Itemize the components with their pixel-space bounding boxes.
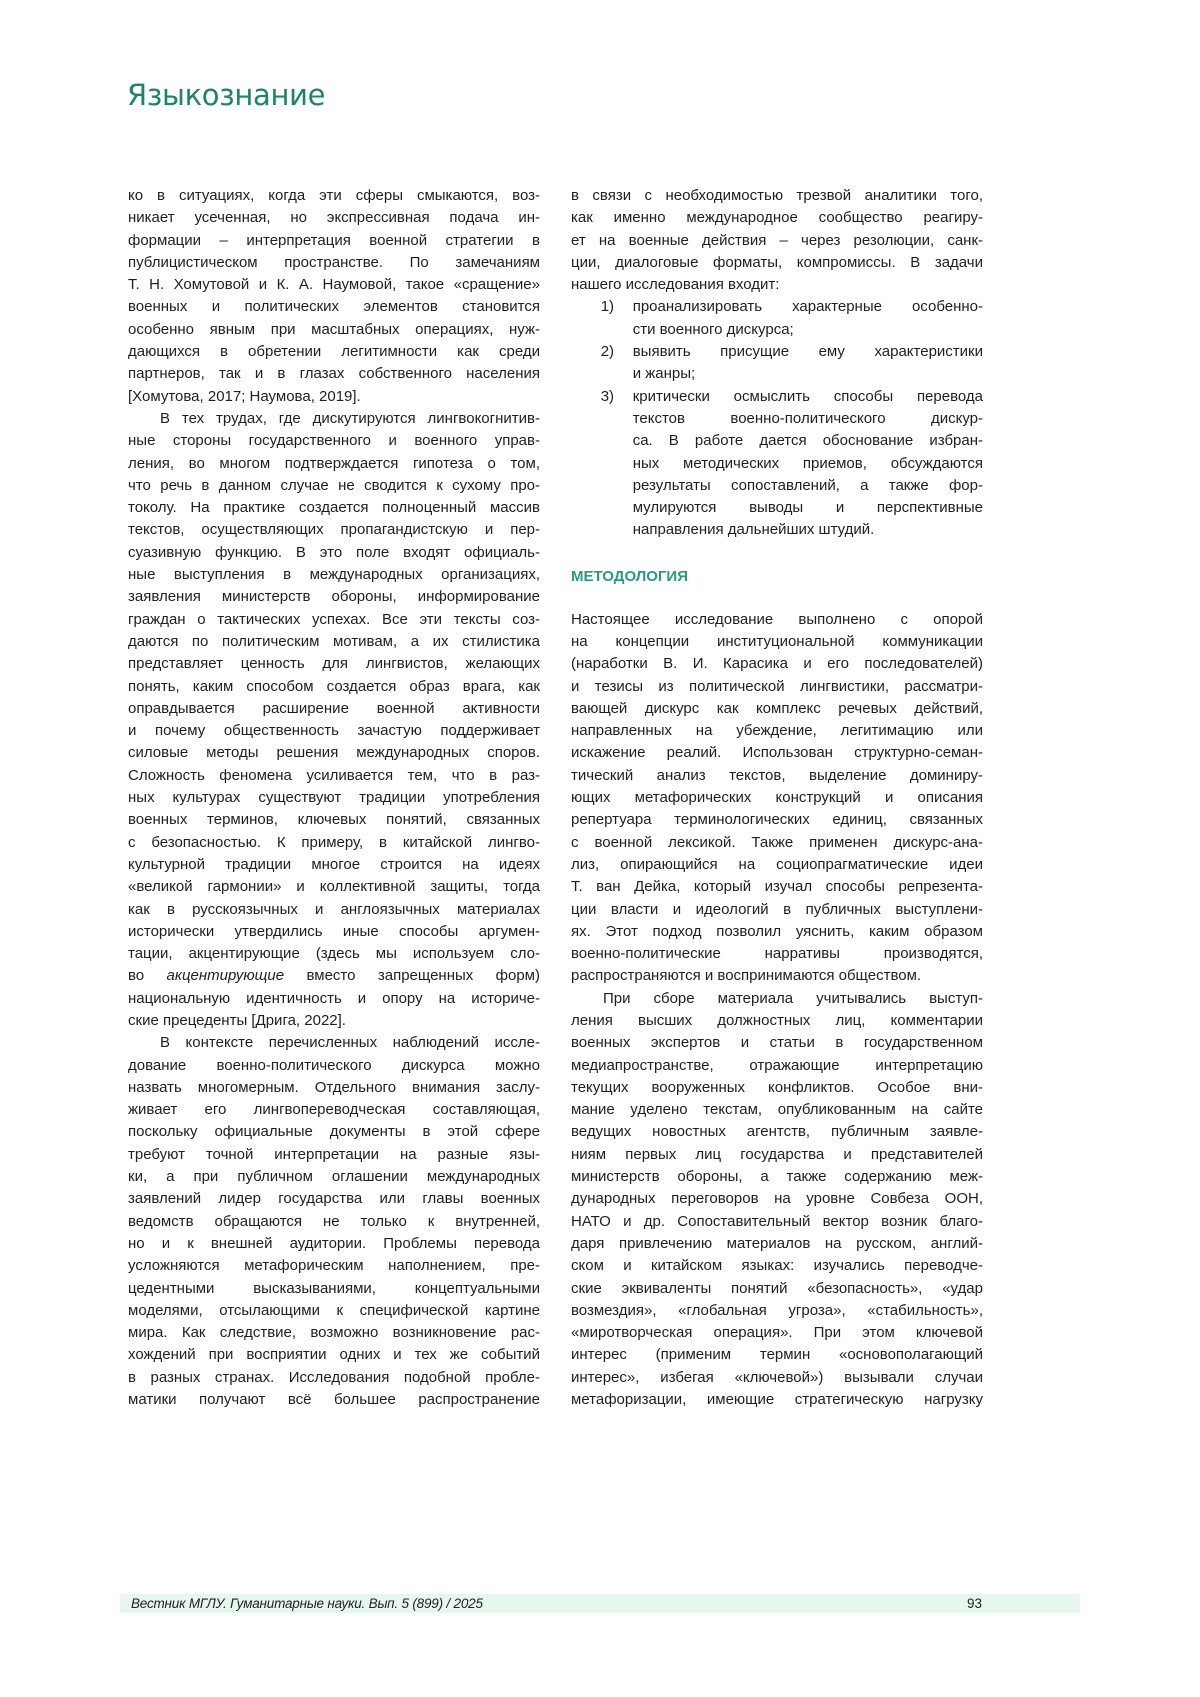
text-line: В тех трудах, где дискутируются лингвокогнитив- — [128, 408, 540, 430]
text-line: текстов, осуществляющих пропагандистскую и пер- — [128, 519, 540, 541]
text-line: текстов военно-политического дискур- — [633, 408, 983, 430]
text-line: искажение реалий. Использован структурно-семан- — [571, 742, 983, 764]
list-number-label: 3) — [601, 386, 631, 408]
text-line: национальную идентичность и опору на историче- — [128, 988, 540, 1010]
text-line: сти военного дискурса; — [633, 319, 983, 341]
text-line: выявить присущие ему характеристики — [633, 341, 983, 363]
text-line: даря привлечению материалов на русском, англий- — [571, 1233, 983, 1255]
text-line: лиз, опирающийся на социопрагматические идеи — [571, 854, 983, 876]
text-line: ющих метафорических конструкций и описания — [571, 787, 983, 809]
text-line: [Хомутова, 2017; Наумова, 2019]. — [128, 386, 540, 408]
text-line: хождений при восприятии одних и тех же событий — [128, 1344, 540, 1366]
text-line: моделями, отсылающими к специфической картине — [128, 1300, 540, 1322]
text-column-right — [571, 185, 983, 1411]
page-number: 93 — [950, 1595, 982, 1612]
list-item-text — [633, 296, 983, 341]
text-line: ет на военные действия – через резолюции, санк- — [571, 230, 983, 252]
text-line: формации – интерпретация военной стратегии в — [128, 230, 540, 252]
paragraph — [571, 988, 983, 1412]
text-line: суазивную функцию. В это поле входят официаль- — [128, 542, 540, 564]
text-line: партнеров, так и в глазах собственного населения — [128, 363, 540, 385]
section-title: Языкознание — [127, 78, 325, 112]
text-line: ления, во многом подтверждается гипотеза о том, — [128, 453, 540, 475]
text-line — [128, 965, 540, 987]
text-line: ции, диалоговые форматы, компромиссы. В задачи — [571, 252, 983, 274]
text-segment: вместо запрещенных форм) — [284, 967, 540, 984]
text-line: интерес (применим термин «основополагающий — [571, 1344, 983, 1366]
text-line: нашего исследования входит: — [571, 274, 983, 296]
text-line: ские прецеденты [Дрига, 2022]. — [128, 1010, 540, 1032]
text-line: заявления министерств обороны, информирование — [128, 586, 540, 608]
text-line: проанализировать характерные особенно- — [633, 296, 983, 318]
text-line: возмездия», «глобальная угроза», «стабильность», — [571, 1300, 983, 1322]
text-line: В контексте перечисленных наблюдений иссле- — [128, 1032, 540, 1054]
text-line: направления дальнейших штудий. — [633, 519, 983, 541]
text-segment: во — [128, 967, 167, 984]
text-line: распространяются и воспринимаются обществом. — [571, 965, 983, 987]
text-line: ниям первых лиц государства и представителей — [571, 1144, 983, 1166]
section-heading: МЕТОДОЛОГИЯ — [571, 566, 983, 588]
list-item-text — [633, 386, 983, 542]
text-line: результаты сопоставлений, а также фор- — [633, 475, 983, 497]
text-line: мира. Как следствие, возможно возникновение рас- — [128, 1322, 540, 1344]
text-line: токолу. На практике создается полноценный массив — [128, 497, 540, 519]
footer-journal-title: Вестник МГЛУ. Гуманитарные науки. Вып. 5 (899) / 2025 — [131, 1595, 483, 1612]
text-line: вающей дискурс как комплекс речевых действий, — [571, 698, 983, 720]
text-line: ных культурах существуют традиции употребления — [128, 787, 540, 809]
text-line: медиапространстве, отражающие интерпретацию — [571, 1055, 983, 1077]
text-column-left — [128, 185, 540, 1411]
text-line: как именно международное сообщество реагиру- — [571, 207, 983, 229]
text-line: ных методических приемов, обсуждаются — [633, 453, 983, 475]
list-number-label: 1) — [601, 296, 631, 318]
text-line: Сложность феномена усиливается тем, что в раз- — [128, 765, 540, 787]
text-line: (наработки В. И. Карасика и его последователей) — [571, 653, 983, 675]
text-line: ные стороны государственного и военного управ- — [128, 430, 540, 452]
text-line: текущих вооруженных конфликтов. Особое вни- — [571, 1077, 983, 1099]
paragraph — [571, 609, 983, 988]
text-line: в разных странах. Исследования подобной пробле- — [128, 1367, 540, 1389]
text-line: даются по политическим мотивам, а их стилистика — [128, 631, 540, 653]
text-line: и тезисы из политической лингвистики, рассматри- — [571, 676, 983, 698]
text-line: направленных на убеждение, легитимацию или — [571, 720, 983, 742]
text-line: Настоящее исследование выполнено с опорой — [571, 609, 983, 631]
list-number — [571, 386, 631, 542]
text-line: «миротворческая операция». При этом ключевой — [571, 1322, 983, 1344]
text-line: дование военно-политического дискурса можно — [128, 1055, 540, 1077]
text-line: ные выступления в международных организациях, — [128, 564, 540, 586]
text-line: При сборе материала учитывались выступ- — [571, 988, 983, 1010]
text-line: заявлений лидер государства или главы военных — [128, 1188, 540, 1210]
text-line: критически осмыслить способы перевода — [633, 386, 983, 408]
text-line: граждан о тактических успехах. Все эти тексты соз- — [128, 609, 540, 631]
text-line: требуют точной интерпретации на разные язы- — [128, 1144, 540, 1166]
text-line: и почему общественность зачастую поддерживает — [128, 720, 540, 742]
text-line: матики получают всё большее распространение — [128, 1389, 540, 1411]
text-line: культурной традиции многое строится на идеях — [128, 854, 540, 876]
text-line: назвать многомерным. Отдельного внимания заслу- — [128, 1077, 540, 1099]
list-number — [571, 296, 631, 341]
text-line: тации, акцентирующие (здесь мы используем сло- — [128, 943, 540, 965]
paragraph — [128, 185, 540, 408]
text-line: Т. ван Дейка, который изучал способы репрезента- — [571, 876, 983, 898]
text-line: ские эквиваленты понятий «безопасность», «удар — [571, 1278, 983, 1300]
list-item — [571, 296, 983, 341]
text-line: с безопасностью. К примеру, в китайской лингво- — [128, 832, 540, 854]
text-line: дающихся в обретении легитимности как среди — [128, 341, 540, 363]
text-line: ко в ситуациях, когда эти сферы смыкаются, воз- — [128, 185, 540, 207]
paragraph — [128, 408, 540, 1032]
text-line: метафоризации, имеющие стратегическую нагрузку — [571, 1389, 983, 1411]
paragraph — [128, 1032, 540, 1411]
text-line: Т. Н. Хомутовой и К. А. Наумовой, такое «сращение» — [128, 274, 540, 296]
text-line: мание уделено текстам, опубликованным на сайте — [571, 1099, 983, 1121]
text-line: что речь в данном случае не сводится к сухому про- — [128, 475, 540, 497]
text-line: военно-политические нарративы производятся, — [571, 943, 983, 965]
list-number — [571, 341, 631, 386]
text-line: министерств обороны, а также содержанию меж- — [571, 1166, 983, 1188]
text-line: военных терминов, ключевых понятий, связанных — [128, 809, 540, 831]
text-line: интерес», избегая «ключевой») вызывали случаи — [571, 1367, 983, 1389]
text-line: никает усеченная, но экспрессивная подача ин- — [128, 207, 540, 229]
text-line: ском и китайском языках: изучались переводче- — [571, 1255, 983, 1277]
text-line: ления высших должностных лиц, комментарии — [571, 1010, 983, 1032]
text-line: исторически утвердились иные способы аргумен- — [128, 921, 540, 943]
text-line: живает его лингвопереводческая составляющая, — [128, 1099, 540, 1121]
text-line: в связи с необходимостью трезвой аналитики того, — [571, 185, 983, 207]
numbered-list — [571, 296, 983, 541]
text-line: репертуара терминологических единиц, связанных — [571, 809, 983, 831]
text-line: понять, каким способом создается образ врага, как — [128, 676, 540, 698]
text-line: поскольку официальные документы в этой сфере — [128, 1121, 540, 1143]
paragraph — [571, 185, 983, 296]
text-line: ведомств обращаются не только к внутренней, — [128, 1211, 540, 1233]
list-item — [571, 386, 983, 542]
list-item — [571, 341, 983, 386]
list-number-label: 2) — [601, 341, 631, 363]
text-line: ки, а при публичном оглашении международных — [128, 1166, 540, 1188]
text-line: но и к внешней аудитории. Проблемы перевода — [128, 1233, 540, 1255]
text-line: НАТО и др. Сопоставительный вектор возник благо- — [571, 1211, 983, 1233]
text-line: особенно явным при масштабных операциях, нуж- — [128, 319, 540, 341]
text-line: цедентными высказываниями, концептуальными — [128, 1278, 540, 1300]
text-line: оправдывается расширение военной активности — [128, 698, 540, 720]
text-line: и жанры; — [633, 363, 983, 385]
text-line: военных экспертов и статьи в государственном — [571, 1032, 983, 1054]
text-line: представляет ценность для лингвистов, желающих — [128, 653, 540, 675]
text-line: мулируются выводы и перспективные — [633, 497, 983, 519]
text-line: военных и политических элементов становится — [128, 296, 540, 318]
text-line: на концепции институциональной коммуникации — [571, 631, 983, 653]
text-line: ях. Этот подход позволил уяснить, каким образом — [571, 921, 983, 943]
text-line: са. В работе дается обоснование избран- — [633, 430, 983, 452]
text-line: силовые методы решения международных споров. — [128, 742, 540, 764]
text-line: с военной лексикой. Также применен дискурс-ана- — [571, 832, 983, 854]
text-line: усложняются метафорическим наполнением, пре- — [128, 1255, 540, 1277]
italic-term: акцентирующие — [167, 967, 285, 984]
text-line: тический анализ текстов, выделение доминиру- — [571, 765, 983, 787]
text-line: «великой гармонии» и коллективной защиты, тогда — [128, 876, 540, 898]
text-line: ции власти и идеологий в публичных выступлени- — [571, 899, 983, 921]
text-line: дународных переговоров на уровне Совбеза ООН, — [571, 1188, 983, 1210]
text-line: как в русскоязычных и англоязычных материалах — [128, 899, 540, 921]
text-line: ведущих новостных агентств, публичным заявле- — [571, 1121, 983, 1143]
list-item-text — [633, 341, 983, 386]
text-line: публицистическом пространстве. По замечаниям — [128, 252, 540, 274]
